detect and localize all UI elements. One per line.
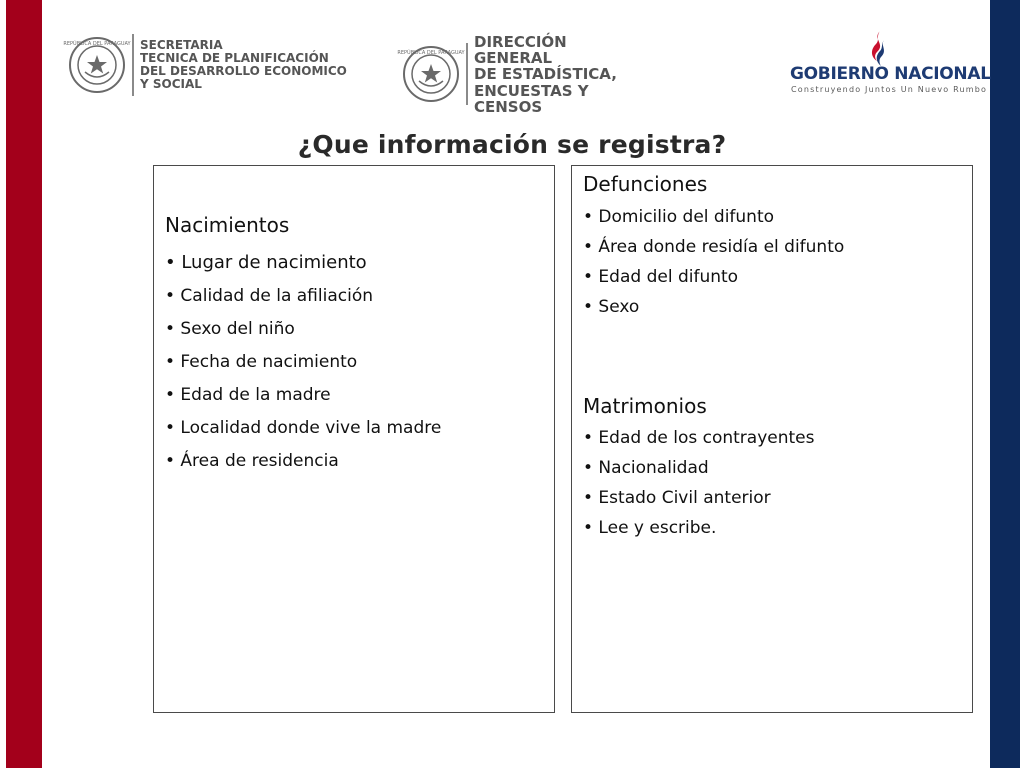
defunciones-heading: Defunciones xyxy=(583,172,708,196)
right-decorative-bar xyxy=(986,0,1024,768)
list-item: • Edad del difunto xyxy=(583,267,739,287)
dgeec-line: DE ESTADÍSTICA, xyxy=(474,65,617,84)
list-item: • Edad de la madre xyxy=(165,385,331,405)
list-item: • Lugar de nacimiento xyxy=(165,252,367,273)
gobierno-tagline: Construyendo Juntos Un Nuevo Rumbo xyxy=(791,85,988,94)
list-item: • Área donde residía el difunto xyxy=(583,237,845,257)
list-item: • Nacionalidad xyxy=(583,458,709,478)
list-item: • Domicilio del difunto xyxy=(583,207,775,227)
paraguay-seal-icon xyxy=(63,36,131,94)
dgeec-logo xyxy=(397,33,649,116)
dgeec-logo-text xyxy=(474,34,649,115)
seal-text: REPÚBLICA DEL PARAGUAY xyxy=(63,41,131,47)
list-item: • Localidad donde vive la madre xyxy=(165,418,442,438)
stp-line: SECRETARIA xyxy=(140,38,223,53)
logo-divider xyxy=(132,34,134,96)
dgeec-line: DIRECCIÓN GENERAL xyxy=(474,33,567,68)
right-navy-stripe xyxy=(990,0,1020,768)
list-item: • Calidad de la afiliación xyxy=(165,286,374,306)
list-item: • Lee y escribe. xyxy=(583,518,717,538)
seal-text: REPÚBLICA DEL PARAGUAY xyxy=(397,50,465,57)
defunciones-matrimonios-panel xyxy=(571,165,973,713)
dgeec-line: ENCUESTAS Y CENSOS xyxy=(474,81,589,116)
stp-logo xyxy=(63,34,350,96)
logo-divider xyxy=(466,43,468,105)
left-decorative-bar xyxy=(0,0,44,768)
flag-flame-icon xyxy=(868,30,890,68)
list-item: • Sexo xyxy=(583,297,640,317)
nacimientos-heading: Nacimientos xyxy=(165,213,290,237)
list-item: • Fecha de nacimiento xyxy=(165,352,358,372)
list-item: • Estado Civil anterior xyxy=(583,488,771,508)
list-item: • Área de residencia xyxy=(165,451,339,471)
stp-line: Y SOCIAL xyxy=(140,76,202,91)
gobierno-nacional-logo xyxy=(788,30,991,100)
gobierno-name: GOBIERNO NACIONAL xyxy=(790,64,991,84)
stp-logo-text xyxy=(140,39,350,91)
matrimonios-heading: Matrimonios xyxy=(583,394,707,418)
slide-title: ¿Que información se registra? xyxy=(297,130,727,159)
list-item: • Sexo del niño xyxy=(165,319,295,339)
list-item: • Edad de los contrayentes xyxy=(583,428,815,448)
nacimientos-panel xyxy=(153,165,555,713)
stp-line: DEL DESARROLLO ECONOMICO xyxy=(140,64,347,78)
left-red-stripe xyxy=(6,0,42,768)
stp-line: TECNICA DE PLANIFICACIÓN xyxy=(140,51,329,66)
paraguay-seal-icon xyxy=(397,45,465,103)
